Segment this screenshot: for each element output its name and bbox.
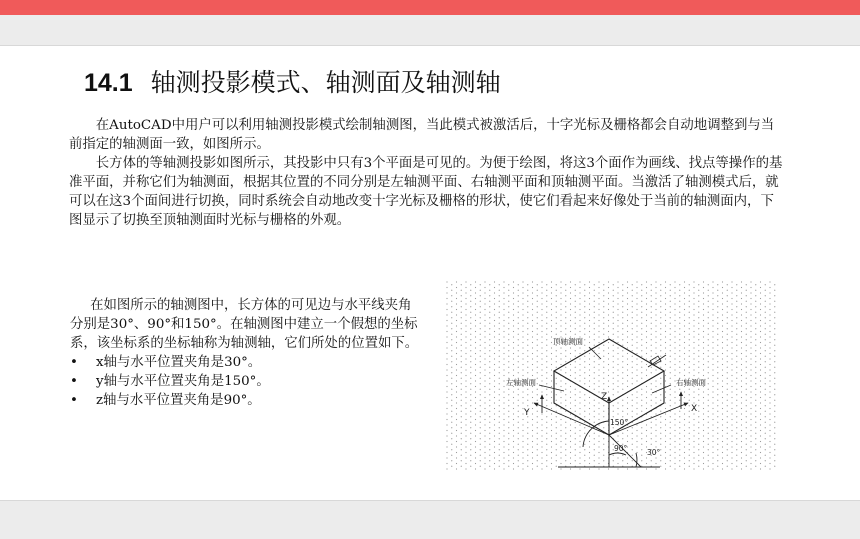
label-top-plane: 顶轴测面 — [553, 337, 583, 346]
label-right-plane: 右轴测面 — [676, 378, 706, 387]
label-axis-y: Y — [524, 408, 530, 418]
label-angle-90: 90° — [614, 444, 628, 453]
isometric-diagram — [446, 281, 776, 471]
label-angle-30: 30° — [647, 448, 661, 457]
dot-grid — [446, 281, 776, 471]
list-item-z-axis: • z轴与水平位置夹角是90°。 — [70, 391, 422, 410]
intro-paragraph: 在AutoCAD中用户可以利用轴测投影模式绘制轴测图，当此模式被激活后，十字光标及栅格都会自动地调整到与当前指定的轴测面一致，如图所示。 — [69, 118, 775, 152]
label-angle-150: 150° — [610, 418, 629, 427]
list-item-x-axis: • x轴与水平位置夹角是30°。 — [70, 353, 422, 372]
axis-description-text: 在如图所示的轴测图中，长方体的可见边与水平线夹角分别是30°、90°和150°。在轴测图中建立一个假想的坐标系，该坐标系的坐标轴称为轴测轴，它们所处的位置如下。 — [70, 298, 419, 351]
title-text: 轴测投影模式、轴测面及轴测轴 — [150, 68, 501, 97]
top-band — [0, 15, 860, 46]
title-number: 14.1 — [84, 69, 133, 97]
top-accent-bar — [0, 0, 860, 15]
axis-description — [70, 296, 422, 410]
isometric-figure — [446, 281, 776, 471]
label-left-plane: 左轴测面 — [506, 378, 536, 387]
bottom-band — [0, 500, 860, 539]
label-axis-z: Z — [601, 392, 608, 402]
page-title — [84, 68, 501, 98]
cuboid-paragraph: 长方体的等轴测投影如图所示，其投影中只有3个平面是可见的。为便于绘图，将这3个面作为画线、找点等操作的基准平面，并称它们为轴测面，根据其位置的不同分别是左轴测平面、右轴测平面和顶轴测平面。当激活了轴测模式后，就可以在这3个面间进行切换，同时系统会自动地改变十字光标及栅格的形状，使它们看起来好像处于当前的轴测面内，下图显示了切换至顶轴测面时光标与栅格的外观。 — [69, 156, 783, 228]
list-item-y-axis: • y轴与水平位置夹角是150°。 — [70, 372, 422, 391]
axis-list — [70, 353, 422, 410]
label-axis-x: X — [691, 404, 698, 414]
